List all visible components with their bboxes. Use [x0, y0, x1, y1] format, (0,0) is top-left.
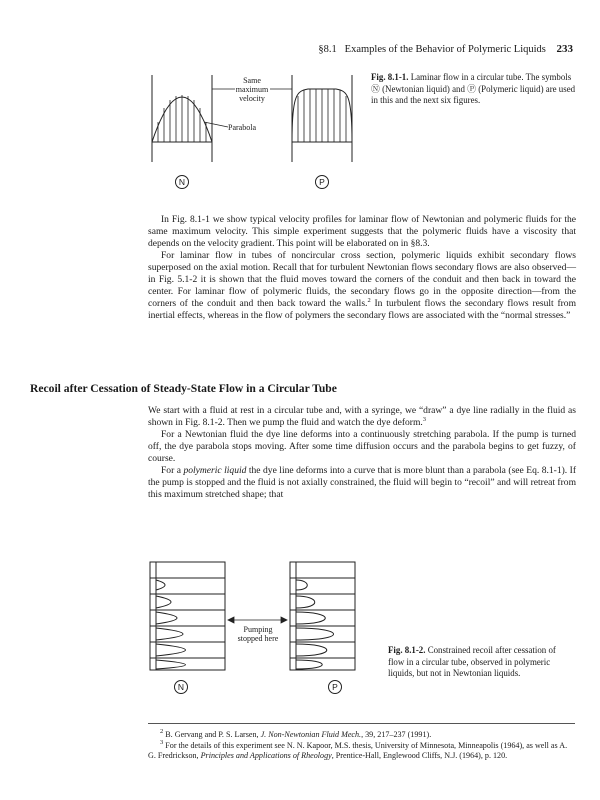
footnote-ref: 3	[422, 416, 427, 424]
footnote-ref: 2	[367, 297, 371, 305]
running-header	[0, 43, 573, 55]
symbol-polymeric: P	[315, 175, 329, 189]
symbol-newtonian: N	[174, 680, 188, 694]
paragraph: For a polymeric liquid the dye line deforms into a curve that is more blunt than a parabola (see Eq. 8.1-1). If the pump is stopped and the fluid is not axially constrained, the fluid will begin to “recoil” and will retreat from this maximum stretched shape; that	[148, 465, 576, 501]
caption-text: Constrained recoil after cessation of flow in a circular tube, observed in polymeric liquids, but not in Newtonian liquids.	[388, 645, 556, 679]
paragraph: In Fig. 8.1-1 we show typical velocity profiles for laminar flow of Newtonian and polymeric fluids for the same maximum velocity. This simple experiment suggests that the polymeric fluids have a viscosity that depends on the velocity gradient. This point will be elaborated on in §8.3.	[148, 214, 576, 250]
footnote-divider	[148, 723, 575, 724]
section-heading: Recoil after Cessation of Steady-State Flow in a Circular Tube	[30, 382, 337, 395]
symbol-polymeric: P	[328, 680, 342, 694]
paragraph: We start with a fluid at rest in a circular tube and, with a syringe, we “draw” a dye line radially in the fluid as shown in Fig. 8.1-2. Then we pump the fluid and watch the dye deform.$^3$	[148, 405, 576, 429]
intro-text	[148, 214, 576, 322]
page-number: 233	[556, 43, 573, 55]
header-section: §8.1	[318, 44, 337, 55]
figure-8-1-2-drawing	[140, 560, 365, 675]
label-parabola: Parabola	[228, 123, 256, 132]
footnote-2: $^2$ B. Gervang and P. S. Larsen, J. Non-Newtonian Fluid Mech., 39, 217–237 (1991).	[160, 728, 432, 739]
caption-number: Fig. 8.1-1.	[371, 72, 409, 82]
label-same-max: Same maximum velocity	[235, 76, 269, 103]
caption-text: Laminar flow in a circular tube. The symbols Ⓝ (Newtonian liquid) and Ⓟ (Polymeric liquid) are used in this and the next six figures.	[371, 72, 576, 106]
symbol-newtonian: N	[175, 175, 189, 189]
footnotes	[148, 730, 576, 762]
recoil-text	[148, 405, 576, 501]
header-title: Examples of the Behavior of Polymeric Liquids	[344, 44, 546, 55]
paragraph: For laminar flow in tubes of noncircular cross section, polymeric liquids exhibit secondary flows superposed on the axial motion. Recall that for turbulent Newtonian flows secondary flows are also observed—in Fig. 5.1-2 it is shown that the fluid moves toward the corners of the conduit and then back in toward the center. For laminar flow of polymeric fluids, the secondary flows go in the opposite direction—from the corners of the conduit and then back toward the walls.$^2$ In turbulent flows the secondary flows result from inertial effects, whereas in the flow of polymers the secondary flows are associated with the “normal stresses.”	[148, 250, 576, 322]
label-pumping-stopped: Pumping stopped here	[237, 625, 279, 643]
caption-number: Fig. 8.1-2.	[388, 645, 426, 655]
caption-fig-8-1-1	[371, 72, 576, 107]
paragraph: For a Newtonian fluid the dye line deforms into a continuously stretching parabola. If the pump is turned off, the dye parabola stops moving. After some time diffusion occurs and the parabola begins to get fuzzy, of course.	[148, 429, 576, 465]
caption-fig-8-1-2	[388, 645, 563, 680]
footnote-3: $^3$ For the details of this experiment see N. N. Kapoor, M.S. thesis, University of Minnesota, Minneapolis (1964), as well as A. G. Fredrickson, Principles and Applications of Rheology, Prentice-Hall, Englewood Cliffs, N.J. (1964), p. 120.	[148, 738, 568, 761]
